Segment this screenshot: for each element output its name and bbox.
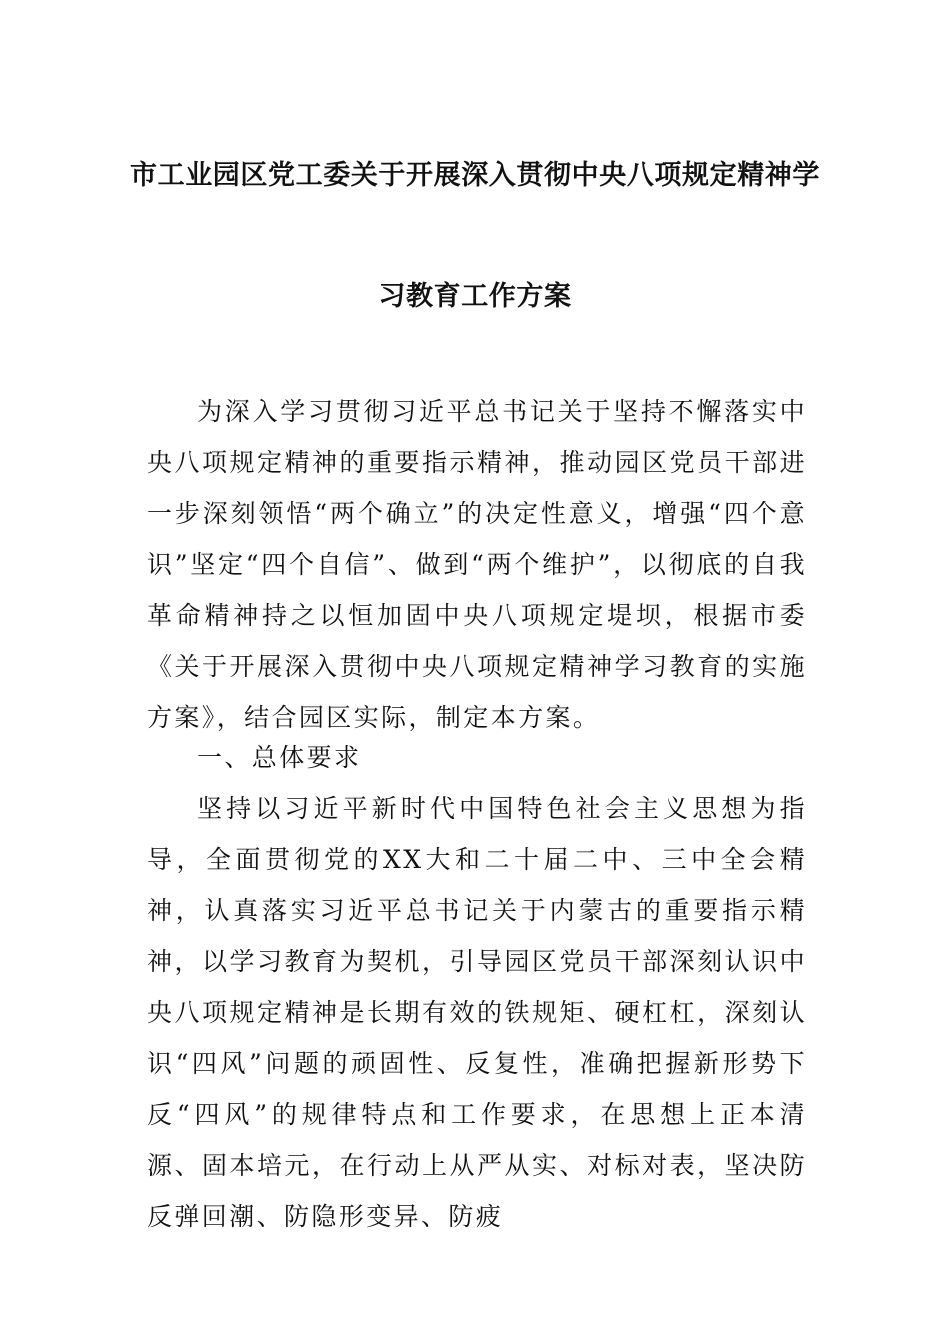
intro-paragraph: 为深入学习贯彻习近平总书记关于坚持不懈落实中央八项规定精神的重要指示精神，推动园区党员干部进一步深刻领悟“两个确立”的决定性意义，增强“四个意识”坚定“四个自信”、做到“两个维护”，以彻底的自我革命精神持之以恒加固中央八项规定堤坝，根据市委《关于开展深入贯彻中央八项规定精神学习教育的实施方案》，结合园区实际，制定本方案。 xyxy=(147,397,807,732)
document-title-line-2: 习教育工作方案 xyxy=(378,281,572,312)
general-requirements-paragraph: 坚持以习近平新时代中国特色社会主义思想为指导，全面贯彻党的XX大和二十届二中、三中全会精神，认真落实习近平总书记关于内蒙古的重要指示精神，以学习教育为契机，引导园区党员干部深刻认识中央八项规定精神是长期有效的铁规矩、硬杠杠，深刻认识“四风”问题的顽固性、反复性，准确把握新形势下反“四风”的规律特点和工作要求，在思想上正本清源、固本培元，在行动上从严从实、对标对表，坚决防反弹回潮、防隐形变异、防疲 xyxy=(147,794,807,1231)
intro-paragraph-block xyxy=(147,386,807,743)
section-heading-general-requirements: 一、总体要求 xyxy=(197,743,362,772)
general-requirements-paragraph-block xyxy=(147,783,807,1242)
document-title-line-1: 市工业园区党工委关于开展深入贯彻中央八项规定精神学 xyxy=(130,160,820,191)
